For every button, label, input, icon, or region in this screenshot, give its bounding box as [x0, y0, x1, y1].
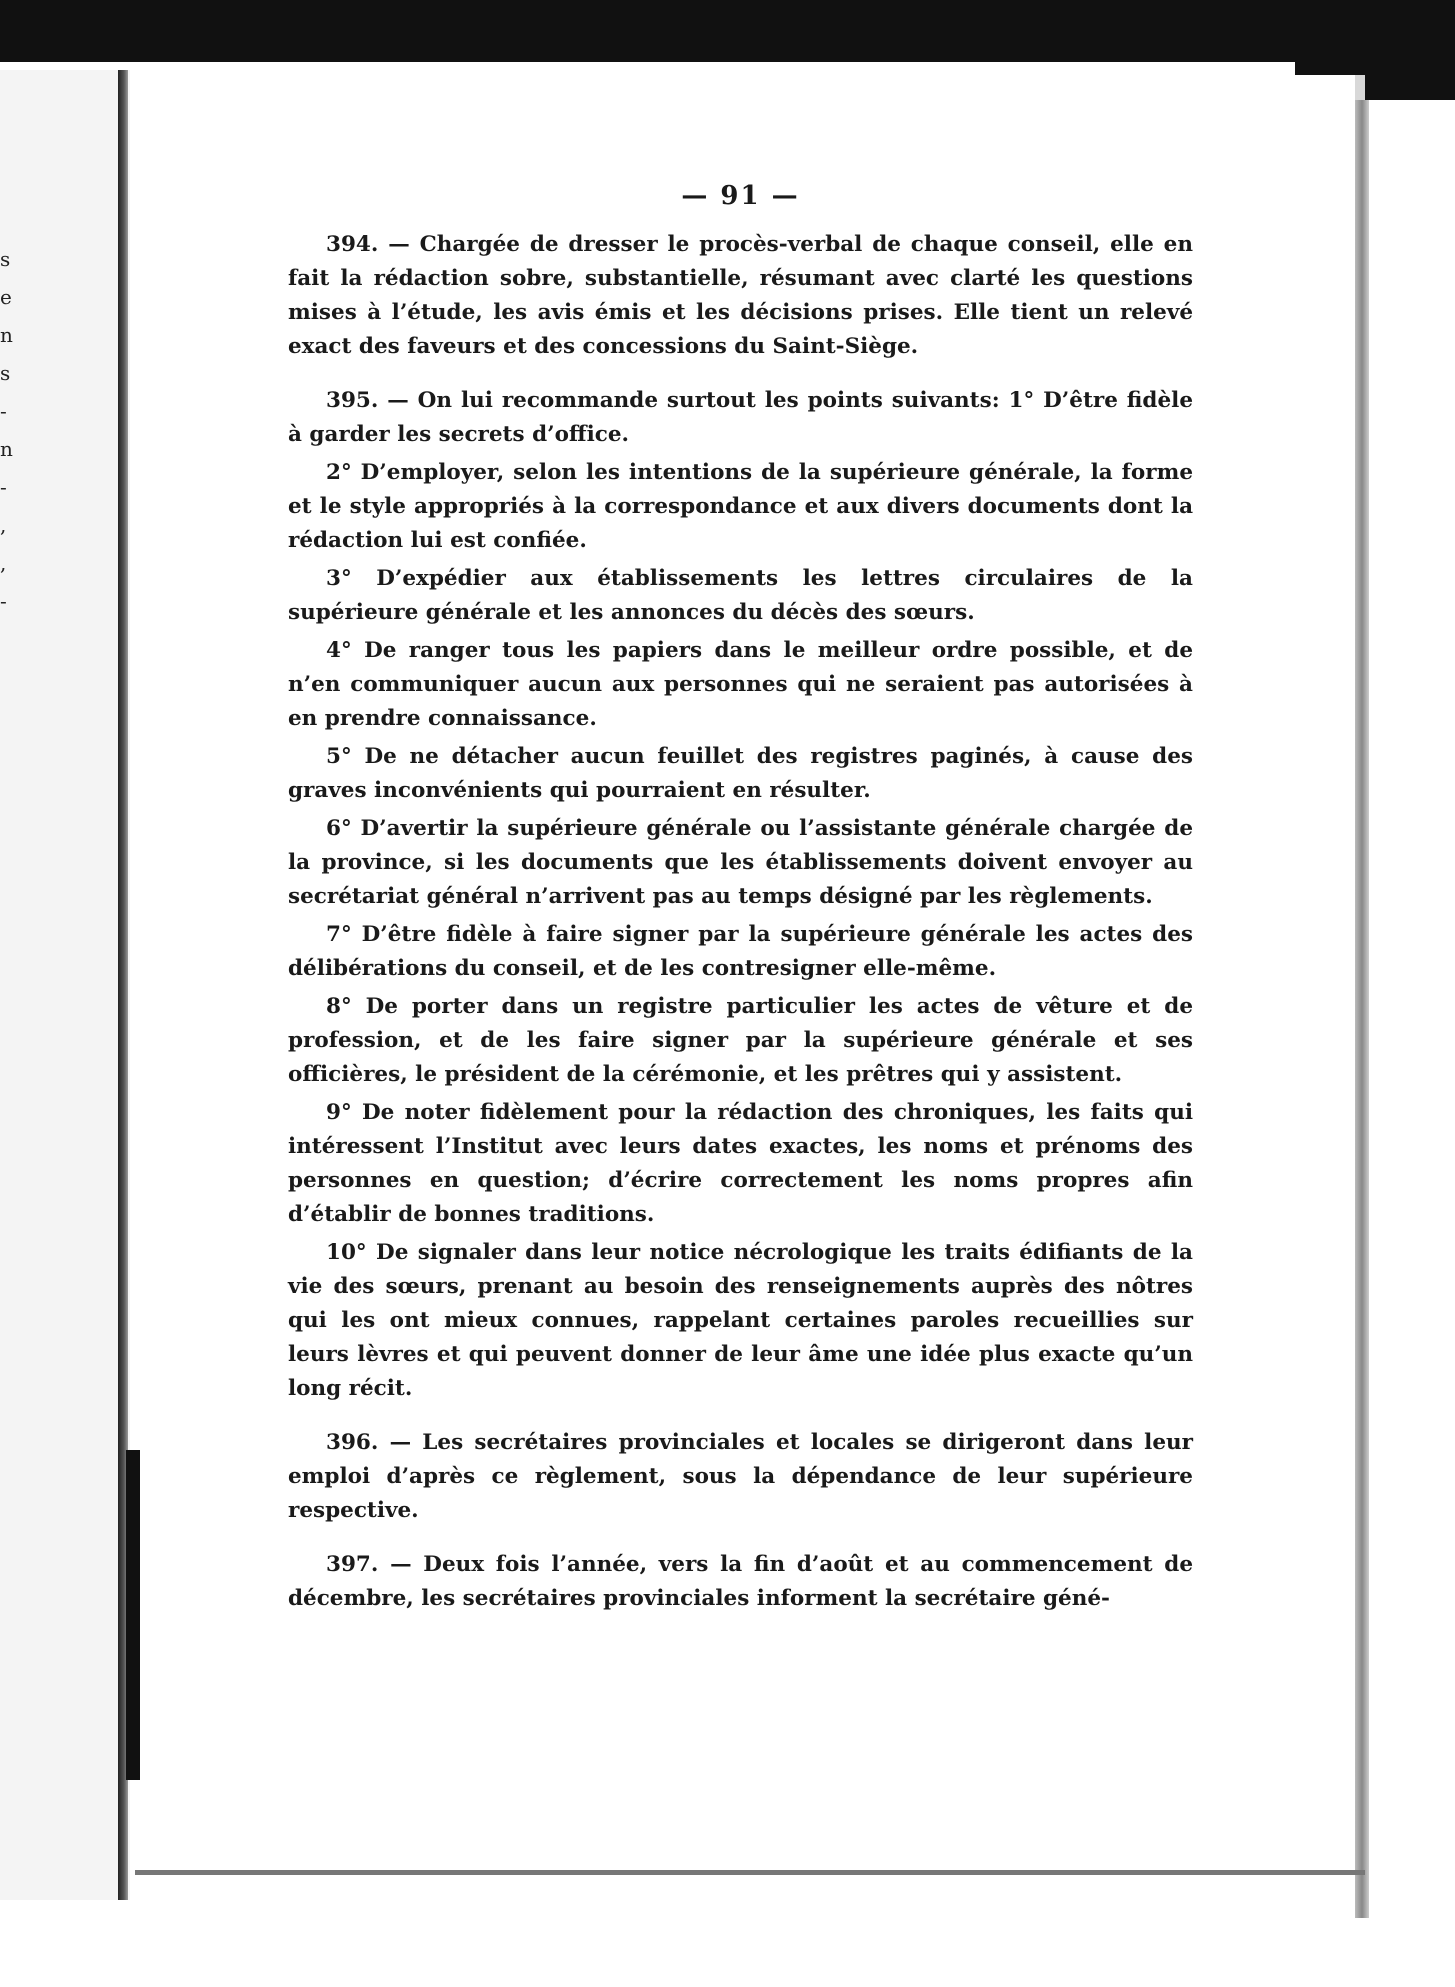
item-3: 3° D’expédier aux établissements les lettres circulaires de la supérieure générale et les annonces du décès des sœurs. [288, 566, 1193, 625]
article-394: 394. — Chargée de dresser le procès-verbal de chaque conseil, elle en fait la rédaction sobre, substantielle, résumant avec clarté les questions mises à l’étude, les avis émis et les décisions prises. Elle tient un relevé exact des faveurs et des concessions du Saint-Siège. [288, 232, 1193, 359]
article-397: 397. — Deux fois l’année, vers la fin d’août et au commencement de décembre, les secrétaires provinciales informent la secrétaire géné- [288, 1552, 1193, 1611]
article-395: 395. — On lui recommande surtout les points suivants: 1° D’être fidèle à garder les secrets d’office. [288, 388, 1193, 447]
page-number: — 91 — [681, 181, 800, 211]
scan-top-border [0, 0, 1455, 62]
item-2: 2° D’employer, selon les intentions de la supérieure générale, la forme et le style appropriés à la correspondance et aux divers documents dont la rédaction lui est confiée. [288, 460, 1193, 553]
facing-mark: e [0, 285, 12, 309]
facing-mark: s [0, 361, 11, 385]
item-8: 8° De porter dans un registre particulier les actes de vêture et de profession, et de les faire signer par la supérieure générale et ses officières, le président de la cérémonie, et les prêtres qui y assistent. [288, 994, 1193, 1087]
facing-mark: - [0, 399, 7, 423]
article-396: 396. — Les secrétaires provinciales et locales se dirigeront dans leur emploi d’après ce règlement, sous la dépendance de leur supérieure respective. [288, 1430, 1193, 1523]
item-7: 7° D’être fidèle à faire signer par la supérieure générale les actes des délibérations du conseil, et de les contresigner elle-même. [288, 922, 1193, 981]
item-5: 5° De ne détacher aucun feuillet des registres paginés, à cause des graves inconvénients qui pourraient en résulter. [288, 744, 1193, 803]
item-9: 9° De noter fidèlement pour la rédaction des chroniques, les faits qui intéressent l’Institut avec leurs dates exactes, les noms et prénoms des personnes en question; d’écrire correctement les noms propres afin d’établir de bonnes traditions. [288, 1100, 1193, 1227]
page-text [288, 176, 1193, 1616]
scan-bottom-margin [0, 1918, 1455, 1987]
item-10: 10° De signaler dans leur notice nécrologique les traits édifiants de la vie des sœurs, prenant au besoin des renseignements auprès des nôtres qui les ont mieux connues, rappelant certaines paroles recueillies sur leurs lèvres et qui peuvent donner de leur âme une idée plus exacte qu’un long récit. [288, 1240, 1193, 1401]
facing-mark: - [0, 589, 7, 613]
facing-mark: - [0, 475, 7, 499]
facing-mark: , [0, 551, 7, 575]
facing-mark: , [0, 513, 7, 537]
item-4: 4° De ranger tous les papiers dans le meilleur ordre possible, et de n’en communiquer aucun aux personnes qui ne seraient pas autorisées à en prendre connaissance. [288, 638, 1193, 731]
facing-page-marks [0, 240, 22, 660]
facing-mark: n [0, 437, 13, 461]
page-edge-bottom [135, 1870, 1365, 1875]
item-6: 6° D’avertir la supérieure générale ou l’assistante générale chargée de la province, si les documents que les établissements doivent envoyer au secrétariat général n’arrivent pas au temps désigné par les règlements. [288, 816, 1193, 909]
facing-mark: n [0, 323, 13, 347]
gutter-shadow [126, 1450, 140, 1780]
page-edge-right [1355, 100, 1369, 1920]
facing-mark: s [0, 247, 11, 271]
